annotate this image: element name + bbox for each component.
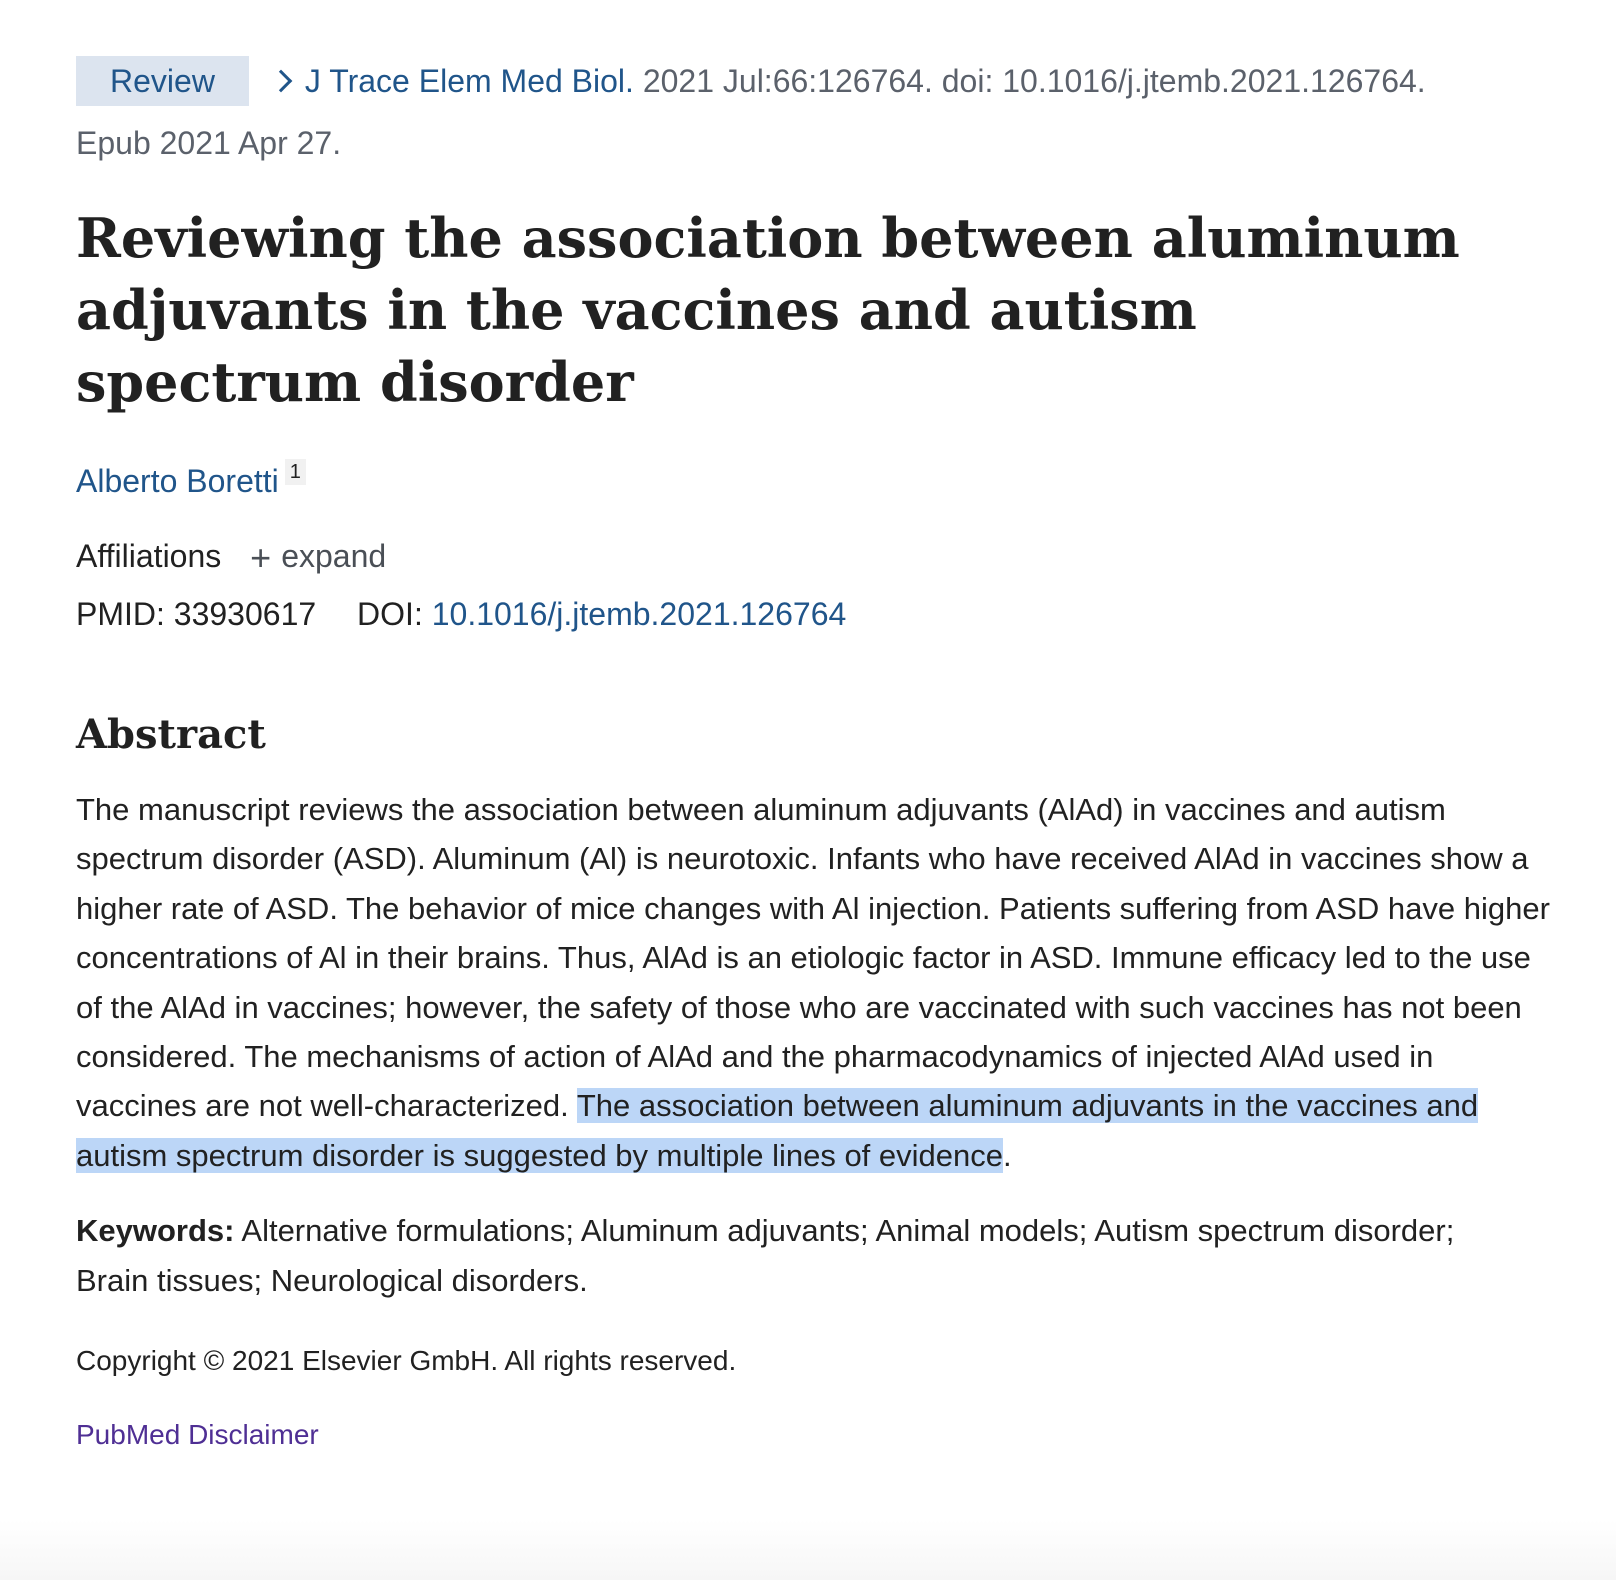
- bottom-fade: [0, 1520, 1616, 1580]
- journal-name: J Trace Elem Med Biol.: [304, 63, 634, 99]
- article-type-badge: Review: [76, 56, 249, 106]
- authors-list: [76, 458, 1556, 504]
- plus-icon: +: [250, 537, 272, 578]
- chevron-right-icon: [270, 70, 293, 93]
- affiliations-label: Affiliations: [76, 538, 222, 574]
- copyright-notice: Copyright © 2021 Elsevier GmbH. All rights reserved.: [76, 1345, 737, 1377]
- pmid-label: PMID:: [76, 596, 165, 632]
- abstract-selected-text[interactable]: The association between aluminum adjuvants in the vaccines and autism spectrum disorder is suggested by multiple lines of evidence: [76, 1088, 1479, 1173]
- citation-row: [76, 56, 1556, 106]
- doi-label: DOI:: [357, 596, 423, 632]
- pmid-value: 33930617: [173, 596, 317, 632]
- article-page: [76, 56, 1556, 1455]
- abstract-body: The manuscript reviews the association between aluminum adjuvants (AlAd) in vaccines and autism spectrum disorder (ASD). Aluminum (Al) is neurotoxic. Infants who have received AlAd in vaccines show a higher rate of ASD. The behavior of mice changes with Al injection. Patients suffering from ASD have higher concentrations of Al in their brains. Thus, AlAd is an etiologic factor in ASD. Immune efficacy led to the use of the AlAd in vaccines; however, the safety of those who are vaccinated with such vaccines has not been considered. The mechanisms of action of AlAd and the pharmacodynamics of injected AlAd used in vaccines are not well-characterized.: [76, 792, 1550, 1124]
- abstract-heading: Abstract: [76, 711, 266, 758]
- abstract-text: [76, 785, 1556, 1180]
- pubmed-disclaimer-link[interactable]: PubMed Disclaimer: [76, 1419, 319, 1451]
- keywords-label: Keywords:: [76, 1213, 235, 1249]
- affiliations-row: [76, 532, 1556, 579]
- expand-affiliations-button[interactable]: [250, 532, 386, 579]
- identifiers-row: [76, 591, 1556, 637]
- journal-link[interactable]: [269, 63, 634, 99]
- citation-details: 2021 Jul:66:126764. doi: 10.1016/j.jtemb.2021.126764.: [633, 63, 1426, 99]
- epub-date: Epub 2021 Apr 27.: [76, 125, 342, 161]
- article-title: Reviewing the association between aluminum adjuvants in the vaccines and autism spectrum disorder: [76, 206, 1460, 414]
- author-link[interactable]: Alberto Boretti: [76, 463, 279, 499]
- expand-label: expand: [281, 538, 387, 574]
- abstract-end: .: [1003, 1137, 1012, 1173]
- affiliation-ref-button[interactable]: 1: [285, 459, 306, 485]
- keywords: [76, 1206, 1496, 1305]
- keywords-text: Alternative formulations; Aluminum adjuvants; Animal models; Autism spectrum disorder; Brain tissues; Neurological disorders.: [76, 1213, 1455, 1298]
- doi-link[interactable]: 10.1016/j.jtemb.2021.126764: [431, 596, 847, 632]
